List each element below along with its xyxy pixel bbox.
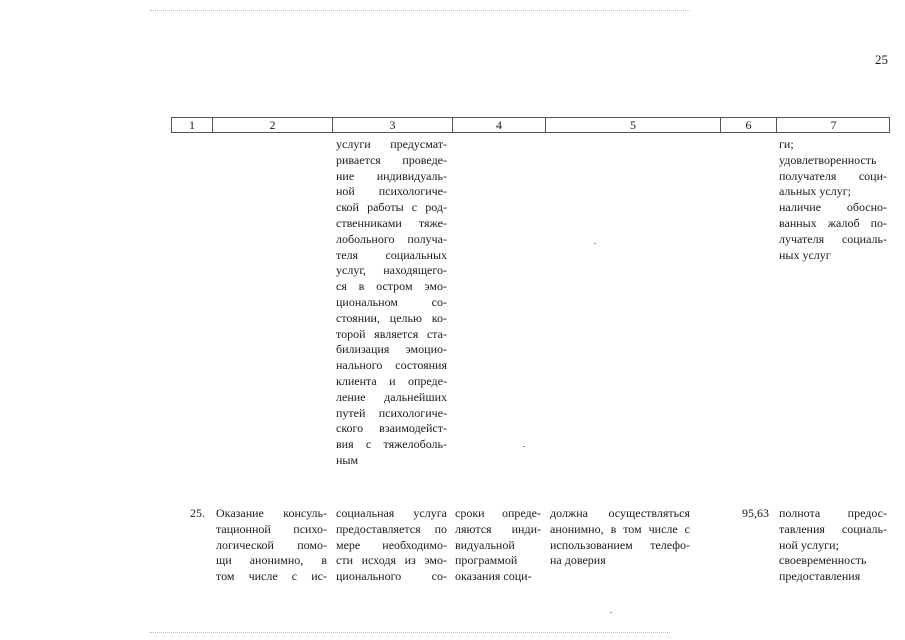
header-col-6: 6	[721, 118, 777, 132]
scan-artifact-top	[150, 10, 690, 11]
header-col-5: 5	[546, 118, 721, 132]
text-line: теля социальных	[336, 247, 447, 262]
text-line: оказания соци-	[455, 569, 532, 584]
text-line: ление дальнейших	[336, 389, 447, 404]
text-line: стоянии, целью ко-	[336, 310, 447, 325]
header-col-3: 3	[333, 118, 453, 132]
text-line: предоставления	[779, 569, 861, 584]
text-line: ние индивидуаль-	[336, 168, 447, 183]
text-line: на доверия	[550, 553, 606, 568]
text-line: своевременность	[779, 553, 867, 568]
text-line: услуги предусмат-	[336, 137, 447, 151]
page-number: 25	[875, 52, 888, 67]
table-header-row	[171, 117, 890, 133]
text-line: ского взаимодейст-	[336, 421, 447, 436]
row25-col4-cell	[455, 506, 541, 585]
text-line: логической помо-	[216, 537, 327, 552]
text-line: Оказание консуль-	[216, 506, 327, 520]
text-line: сроки опреде-	[455, 506, 541, 520]
text-line: ляются инди-	[455, 521, 541, 536]
text-line: социальная услуга	[336, 506, 447, 520]
text-line: ным	[336, 452, 359, 467]
row25-value: 95,63	[742, 506, 769, 520]
text-line: наличие обосно-	[779, 200, 887, 215]
text-line: лобольного получа-	[336, 231, 447, 246]
text-line: ной психологиче-	[336, 184, 447, 199]
text-line: ги;	[779, 137, 794, 151]
text-line: предоставляется по	[336, 521, 447, 536]
text-line: нального состояния	[336, 358, 447, 373]
scan-speck	[523, 446, 525, 447]
text-line: альных услуг;	[779, 184, 851, 199]
text-line: должна осуществляться	[550, 506, 690, 520]
text-line: ся в остром эмо-	[336, 279, 447, 294]
text-line: услуг, находящего-	[336, 263, 447, 278]
text-line: мере необходимо-	[336, 537, 447, 552]
scan-speck	[594, 243, 596, 244]
text-line: получателя соци-	[779, 168, 887, 183]
header-col-4: 4	[453, 118, 546, 132]
text-line: ривается проведе-	[336, 152, 447, 167]
row25-col5-cell	[550, 506, 690, 569]
text-line: торой является ста-	[336, 326, 447, 341]
text-line: удовлетворенность	[779, 152, 877, 167]
text-line: билизация эмоцио-	[336, 342, 447, 357]
header-col-2: 2	[213, 118, 333, 132]
text-line: ционального со-	[336, 569, 447, 584]
continuation-col3-cell	[336, 137, 447, 469]
text-line: том числе с ис-	[216, 569, 327, 584]
text-line: путей психологиче-	[336, 405, 447, 420]
text-line: полнота предос-	[779, 506, 887, 520]
text-line: лучателя социаль-	[779, 231, 887, 246]
text-line: ственниками тяже-	[336, 215, 447, 230]
text-line: видуальной	[455, 537, 515, 552]
text-line: ных услуг	[779, 247, 831, 262]
text-line: тационной психо-	[216, 521, 327, 536]
row25-col3-cell	[336, 506, 447, 585]
row-number: 25.	[190, 506, 205, 520]
header-col-7: 7	[830, 118, 837, 132]
scan-artifact-bottom	[150, 632, 670, 633]
text-line: циональном со-	[336, 294, 447, 309]
header-col-1: 1	[172, 118, 213, 132]
text-line: ванных жалоб по-	[779, 215, 887, 230]
text-line: анонимно, в том числе с	[550, 521, 690, 536]
row25-col2-cell	[216, 506, 327, 585]
text-line: щи анонимно, в	[216, 553, 327, 568]
text-line: тавления социаль-	[779, 521, 887, 536]
text-line: вия с тяжелоболь-	[336, 437, 447, 452]
text-line: программой	[455, 553, 518, 568]
text-line: клиента и опреде-	[336, 373, 447, 388]
text-line: использованием телефо-	[550, 537, 690, 552]
scan-speck	[610, 612, 612, 613]
continuation-col7-cell	[779, 137, 887, 263]
row25-col7-cell	[779, 506, 887, 585]
text-line: ной услуги;	[779, 537, 839, 552]
text-line: ской работы с род-	[336, 200, 447, 215]
text-line: сти исходя из эмо-	[336, 553, 447, 568]
